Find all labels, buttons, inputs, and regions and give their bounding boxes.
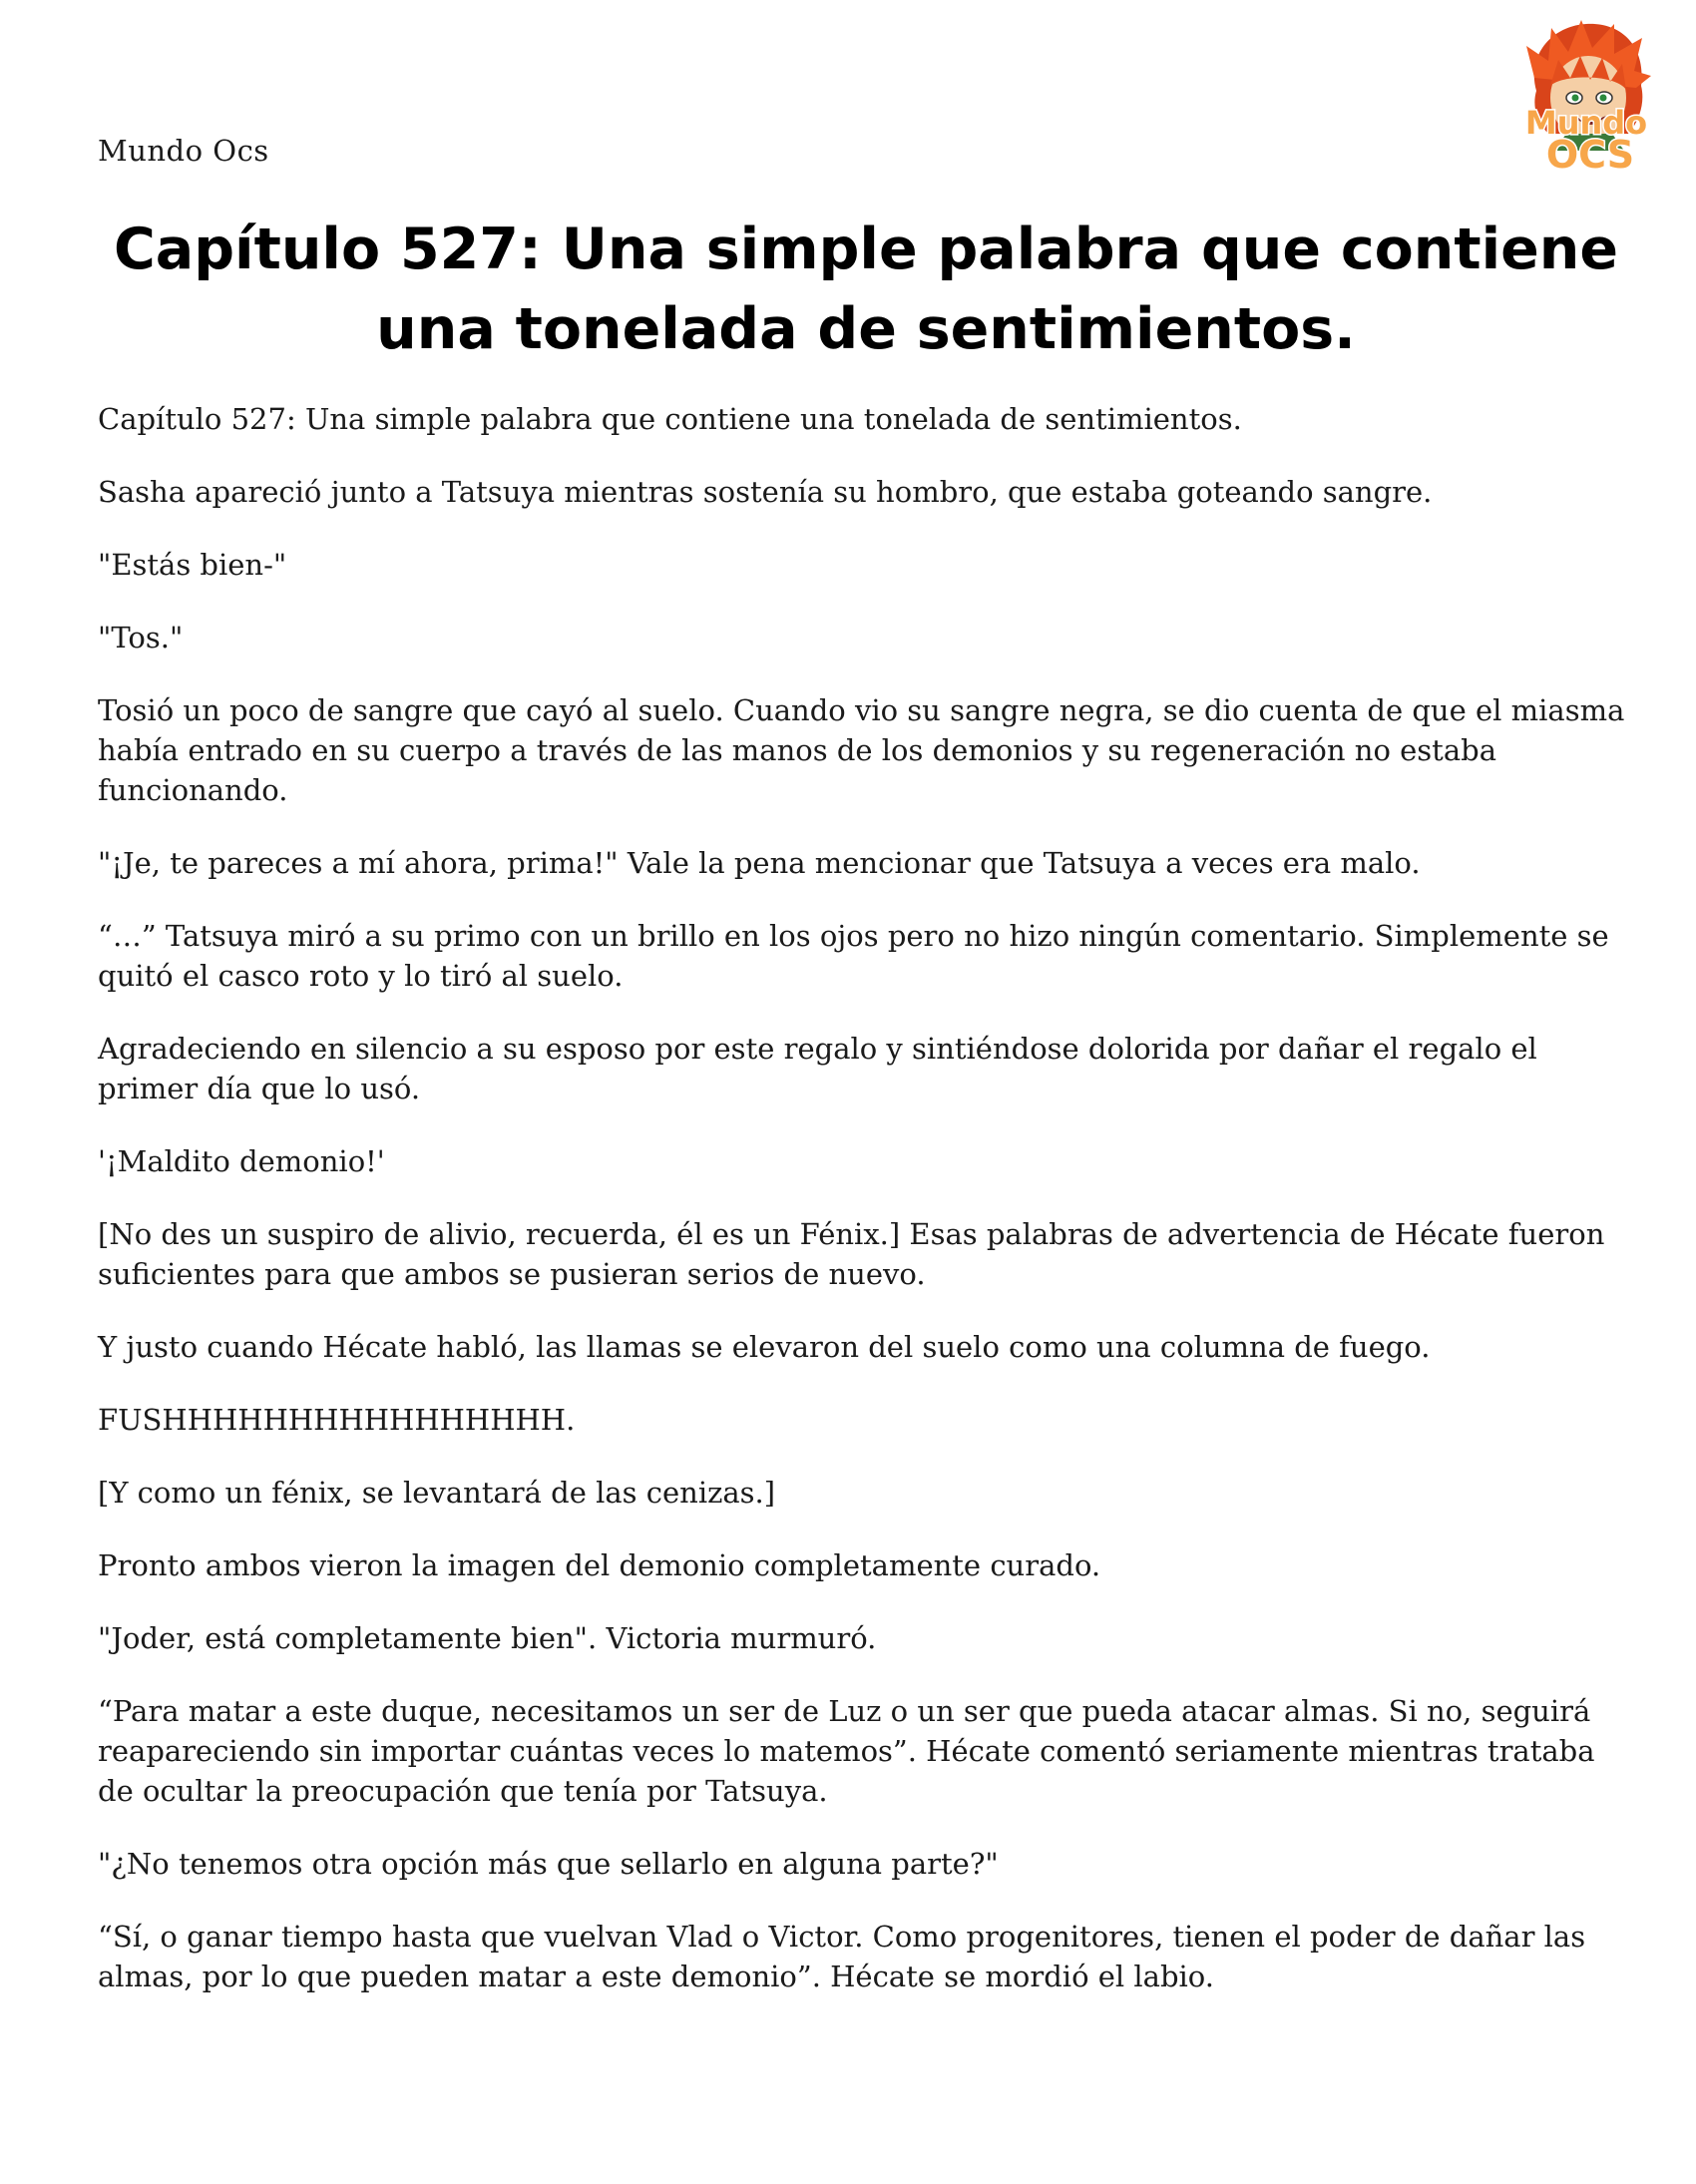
paragraph: “Para matar a este duque, necesitamos un ser de Luz o un ser que pueda atacar almas. Si no, seguirá reapareciendo sin importar cuántas veces lo matemos”. Hécate comentó seriamente mientras trataba de ocultar la preocupación que tenía por Tatsuya. <box>98 1694 1595 1808</box>
paragraph: FUSHHHHHHHHHHHHHHHH. <box>98 1403 576 1437</box>
site-name: Mundo Ocs <box>98 134 269 168</box>
paragraph: Sasha apareció junto a Tatsuya mientras sostenía su hombro, que estaba goteando sangre. <box>98 475 1433 509</box>
paragraph: Capítulo 527: Una simple palabra que contiene una tonelada de sentimientos. <box>98 402 1242 436</box>
paragraph: "Joder, está completamente bien". Victoria murmuró. <box>98 1621 877 1655</box>
paragraph: [No des un suspiro de alivio, recuerda, él es un Fénix.] Esas palabras de advertencia de Hécate fueron suficientes para que ambos se pusieran serios de nuevo. <box>98 1217 1605 1291</box>
paragraph: “Sí, o ganar tiempo hasta que vuelvan Vlad o Victor. Como progenitores, tienen el poder de dañar las almas, por lo que pueden matar a este demonio”. Hécate se mordió el labio. <box>98 1920 1586 1993</box>
paragraph: "¿No tenemos otra opción más que sellarlo en alguna parte?" <box>98 1847 999 1881</box>
logo-text-line2: OCS <box>1545 133 1635 177</box>
paragraph: "Estás bien-" <box>98 548 287 582</box>
paragraph: [Y como un fénix, se levantará de las cenizas.] <box>98 1476 776 1510</box>
chapter-title: Capítulo 527: Una simple palabra que contiene una tonelada de sentimientos. <box>113 217 1619 362</box>
paragraph: "Tos." <box>98 621 184 655</box>
paragraph: '¡Maldito demonio!' <box>98 1144 385 1178</box>
paragraph: Pronto ambos vieron la imagen del demonio completamente curado. <box>98 1548 1101 1582</box>
mundo-ocs-logo <box>1496 16 1676 186</box>
paragraph: Agradeciendo en silencio a su esposo por este regalo y sintiéndose dolorida por dañar el regalo el primer día que lo usó. <box>98 1032 1537 1105</box>
chapter-body <box>98 399 1639 2029</box>
paragraph: "¡Je, te pareces a mí ahora, prima!" Vale la pena mencionar que Tatsuya a veces era malo. <box>98 846 1421 880</box>
logo-text-line1: Mundo <box>1524 104 1648 142</box>
paragraph: Tosió un poco de sangre que cayó al suelo. Cuando vio su sangre negra, se dio cuenta de que el miasma había entrado en su cuerpo a través de las manos de los demonios y su regeneración no estaba funcionando. <box>98 693 1625 807</box>
paragraph: Y justo cuando Hécate habló, las llamas se elevaron del suelo como una columna de fuego. <box>98 1330 1431 1364</box>
paragraph: “…” Tatsuya miró a su primo con un brillo en los ojos pero no hizo ningún comentario. Simplemente se quitó el casco roto y lo tiró al suelo. <box>98 919 1609 993</box>
